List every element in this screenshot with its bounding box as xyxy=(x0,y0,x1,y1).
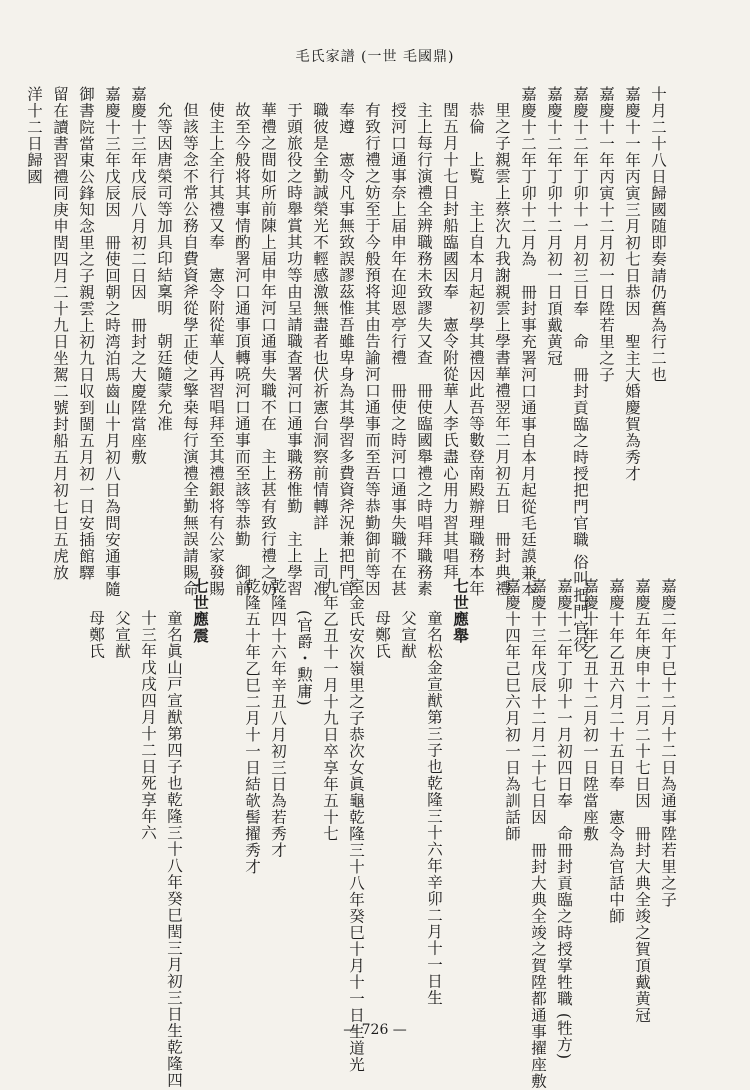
page-number: — 726 — xyxy=(343,1022,407,1038)
bottom-column-8: 七世應舉 xyxy=(451,578,470,644)
top-column-1: 嘉慶十一年丙寅三月初七日恭因 聖主大婚慶賀為秀才 xyxy=(623,86,641,482)
bottom-column-12: 室金氏安次嶺里之子恭次女眞龜乾隆三十八年癸巳十月十一日生道光 xyxy=(347,578,365,1073)
top-column-13: 職彼是全勤誠榮光不輕感激無盡者也伏祈憲台洞察前情轉詳 上司准 xyxy=(311,102,329,597)
bottom-column-6: 嘉慶十四年己巳六月初一日為訓話師 xyxy=(503,578,521,842)
top-column-9: 主上每行演禮全辨職務未致謬失又查 冊使臨國舉禮之時唱拜職務素 xyxy=(415,102,433,597)
page-header: 毛氏家譜 (一世 毛國鼎) xyxy=(295,49,455,65)
top-column-24: 洋十二日歸國 xyxy=(25,86,43,185)
bottom-column-21: 父宣猷 xyxy=(113,610,131,660)
bottom-column-22: 母鄭氏 xyxy=(87,610,105,660)
bottom-column-3: 嘉慶十年乙丑十二月初一日陞當座敷 xyxy=(581,578,599,842)
bottom-column-0: 嘉慶二年丁巳十二月十二日為通事陞若里之子 xyxy=(659,578,677,908)
top-column-2: 嘉慶十一年丙寅十二月初一日陞若里之子 xyxy=(597,86,615,383)
bottom-column-11: 母鄭氏 xyxy=(373,610,391,660)
top-column-5: 嘉慶十二年丁卯十二月為 冊封事充署河口通事自本月起從毛廷謨兼本 xyxy=(519,86,537,598)
bottom-column-5: 嘉慶十三年戊辰十二月二十七日因 冊封大典全竣之賀陞都通事擢座敷 xyxy=(529,578,547,1090)
top-column-18: 但該等念不常公務自費資斧從學正使之擎桒每行演禮全勤無誤請賜命 xyxy=(181,102,199,597)
top-column-21: 嘉慶十三年戊辰因 冊使回朝之時湾泊馬齒山十月初八日為問安通事隨 xyxy=(103,86,121,598)
bottom-column-16: 乾隆五十年乙巳二月十一日結欹髻擢秀才 xyxy=(243,578,261,875)
top-column-14: 于頭旅役之時舉賞其功等由呈請職查署河口通事職務惟勤 主上學習 xyxy=(285,102,303,597)
bottom-column-4: 嘉慶十二年丁卯十一月初四日奉 命冊封貢臨之時授掌牲職 (牲方) xyxy=(555,578,573,1061)
bottom-column-18: 七世應震 xyxy=(191,578,210,644)
bottom-column-13: 九年乙丑十一月十九日卒享年五十七 xyxy=(321,578,339,842)
bottom-column-1: 嘉慶五年庚申十二月二十七日因 冊封大典全竣之賀頂戴黄冠 xyxy=(633,578,651,1024)
bottom-column-20: 十三年戊戌四月十二日死享年六 xyxy=(139,610,157,841)
top-column-4: 嘉慶十二年丁卯十二月初一日頂戴黄冠 xyxy=(545,86,563,367)
bottom-column-9: 童名松金宣猷第三子也乾隆三十六年辛卯二月十一日生 xyxy=(425,610,443,1006)
top-column-22: 御書院當東公鋒知念里之子親雲上初九日収到閩五月初一日安插館驛 xyxy=(77,86,95,581)
top-column-6: 里之子親雲上蔡次九我謝親雲上學書華禮翌年二月初五日 冊封典禮 xyxy=(493,102,511,597)
top-column-16: 故至今般将其事情酌署河口通事頂轉喨河口通事而至該等恭勤 御前 xyxy=(233,102,251,597)
top-column-17: 使主上全行其禮又奉 憲令附從華人再習唱拜至其禮銀将有公家發賜 xyxy=(207,102,225,597)
top-column-15: 華禮之間如所前陳上届申年河口通事失職不在 主上甚有致行禮之妨 xyxy=(259,102,277,597)
bottom-column-19: 童名眞山戸宣猷第四子也乾隆三十八年癸巳閏三月初三日生乾隆四 xyxy=(165,610,183,1089)
top-column-3: 嘉慶十二年丁卯十一月初三日奉 命 冊封貢臨之時授把門官職 俗叫把門官役 xyxy=(571,86,589,653)
bottom-column-15: 乾隆四十六年辛丑八月初三日為若秀才 xyxy=(269,578,287,859)
top-column-12: 奉遵 憲令凡事無致誤謬茲惟吾雖卑身為其學習多費資斧況兼把門官 xyxy=(337,102,355,597)
top-column-19: 允等因唐榮司等加具印結稟明 朝廷隨蒙允准 xyxy=(155,102,173,432)
top-column-11: 有致行禮之妨至于今般預将其由告諭河口通事而至吾等恭勤御前等因 xyxy=(363,102,381,597)
bottom-column-2: 嘉慶十年乙丑六月二十五日奉 憲令為官話中師 xyxy=(607,578,625,925)
top-column-7: 恭倫 上覧 主上自本月起初學其禮因此吾等數登南殿辦理職務本年 xyxy=(467,102,485,597)
top-column-23: 留在讀書習禮同庚申閏四月二十九日坐駕二號封船五月初七日五虎放 xyxy=(51,86,69,581)
top-column-10: 授河口通事奈上届申年在迎恩亭行禮 冊使之時河口通事失職不在甚 xyxy=(389,102,407,597)
bottom-column-14: (官爵・勲庸) xyxy=(295,610,313,707)
top-column-0: 十月二十八日歸國随即奏請仍舊為行二也 xyxy=(649,86,667,383)
top-column-8: 閏五月十七日封船臨國因奉 憲令附從華人李氏盡心用力習其唱拜 xyxy=(441,102,459,581)
top-column-20: 嘉慶十三年戊辰八月初二日因 冊封之大慶陞當座敷 xyxy=(129,86,147,466)
bottom-column-10: 父宣猷 xyxy=(399,610,417,660)
